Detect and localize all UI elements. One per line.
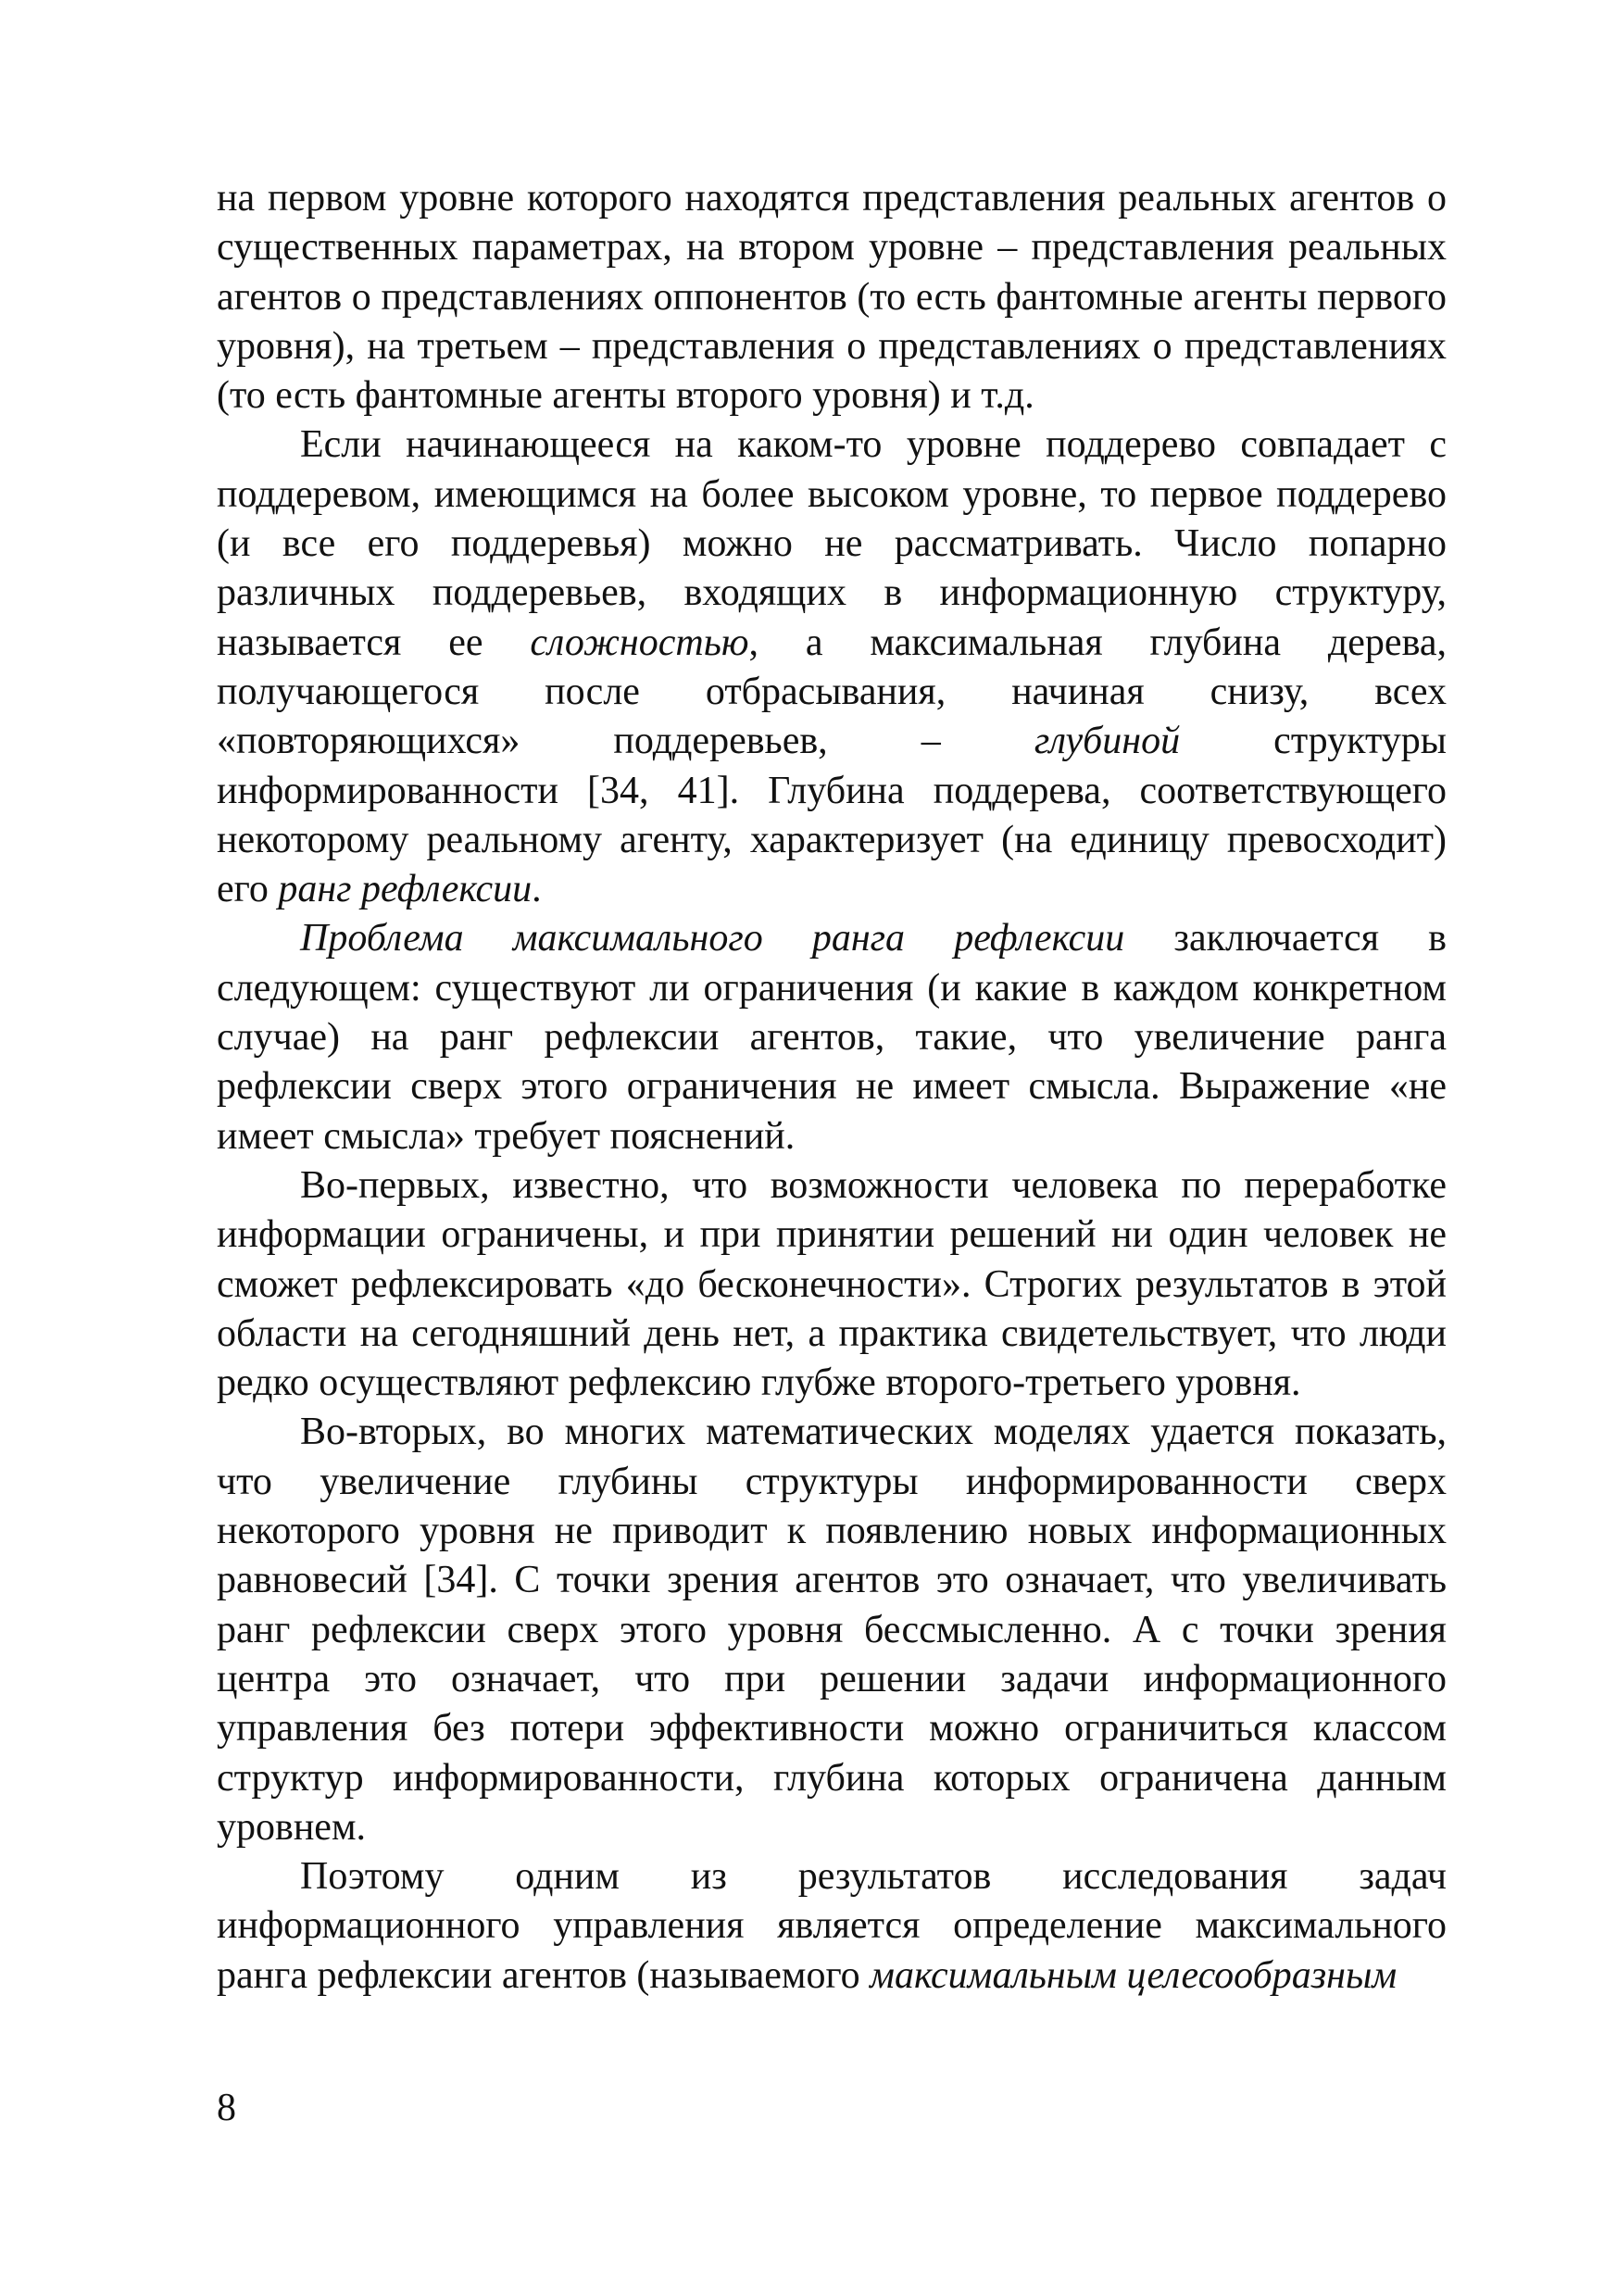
- text-run: .: [532, 868, 542, 911]
- page-number: 8: [217, 2087, 236, 2129]
- paragraph: [217, 914, 1447, 1161]
- text-run: Поэтому одним из результатов исследования задач информационного управления является определение максимального ранга рефлексии агентов (называемого: [217, 1855, 1447, 1997]
- paragraph: [217, 174, 1447, 420]
- paragraph: [217, 1408, 1447, 1852]
- italic-term: ранг рефлексии: [278, 868, 533, 911]
- italic-term: Проблема максимального ранга рефлексии: [300, 917, 1125, 960]
- text-run: заключается в следующем: существуют ли ограничения (и какие в каждом конкретном случае) на ранг рефлексии агентов, такие, что увеличение ранга рефлексии сверх этого ограничения не имеет смысла. Выражение «не имеет смысла» требует пояснений.: [217, 917, 1447, 1158]
- italic-term: глубиной: [1034, 720, 1181, 763]
- text-run: , а максимальная глубина дерева, получающегося после отбрасывания, начиная снизу, всех «повторяющихся» поддеревьев, –: [217, 621, 1447, 763]
- italic-term: максимальным целесообразным: [870, 1953, 1398, 1997]
- text-run: Если начинающееся на каком-то уровне поддерево совпадает с поддеревом, имеющимся на более высоком уровне, то первое поддерево (и все его поддеревья) можно не рассматривать. Число попарно различных поддеревьев, входящих в информационную структуру, называется ее: [217, 423, 1447, 664]
- text-run: Во-первых, известно, что возможности человека по переработке информации ограничены, и при принятии решений ни один человек не сможет рефлексировать «до бесконечности». Строгих результатов в этой области на сегодняшний день нет, а практика свидетельствует, что люди редко осуществляют рефлексию глубже второго-третьего уровня.: [217, 1163, 1447, 1405]
- paragraph: [217, 420, 1447, 914]
- text-run: структуры информированности [34, 41]. Глубина поддерева, соответствующего некоторому реальному агенту, характеризует (на единицу превосходит) его: [217, 720, 1448, 911]
- text-run: Во-вторых, во многих математических моделях удается показать, что увеличение глубины структуры информированности сверх некоторого уровня не приводит к появлению новых информационных равновесий [34]. С точки зрения агентов это означает, что увеличивать ранг рефлексии сверх этого уровня бессмысленно. А с точки зрения центра это означает, что при решении задачи информационного управления без потери эффективности можно ограничиться классом структур информированности, глубина которых ограничена данным уровнем.: [217, 1411, 1447, 1849]
- body-text: [217, 174, 1447, 2001]
- text-run: на первом уровне которого находятся представления реальных агентов о существенных параметрах, на втором уровне – представления реальных агентов о представлениях оппонентов (то есть фантомные агенты первого уровня), на третьем – представления о представлениях о представлениях (то есть фантомные агенты второго уровня) и т.д.: [217, 177, 1447, 418]
- italic-term: сложностью: [530, 621, 749, 664]
- paragraph: [217, 1161, 1447, 1408]
- paragraph: [217, 1852, 1447, 2001]
